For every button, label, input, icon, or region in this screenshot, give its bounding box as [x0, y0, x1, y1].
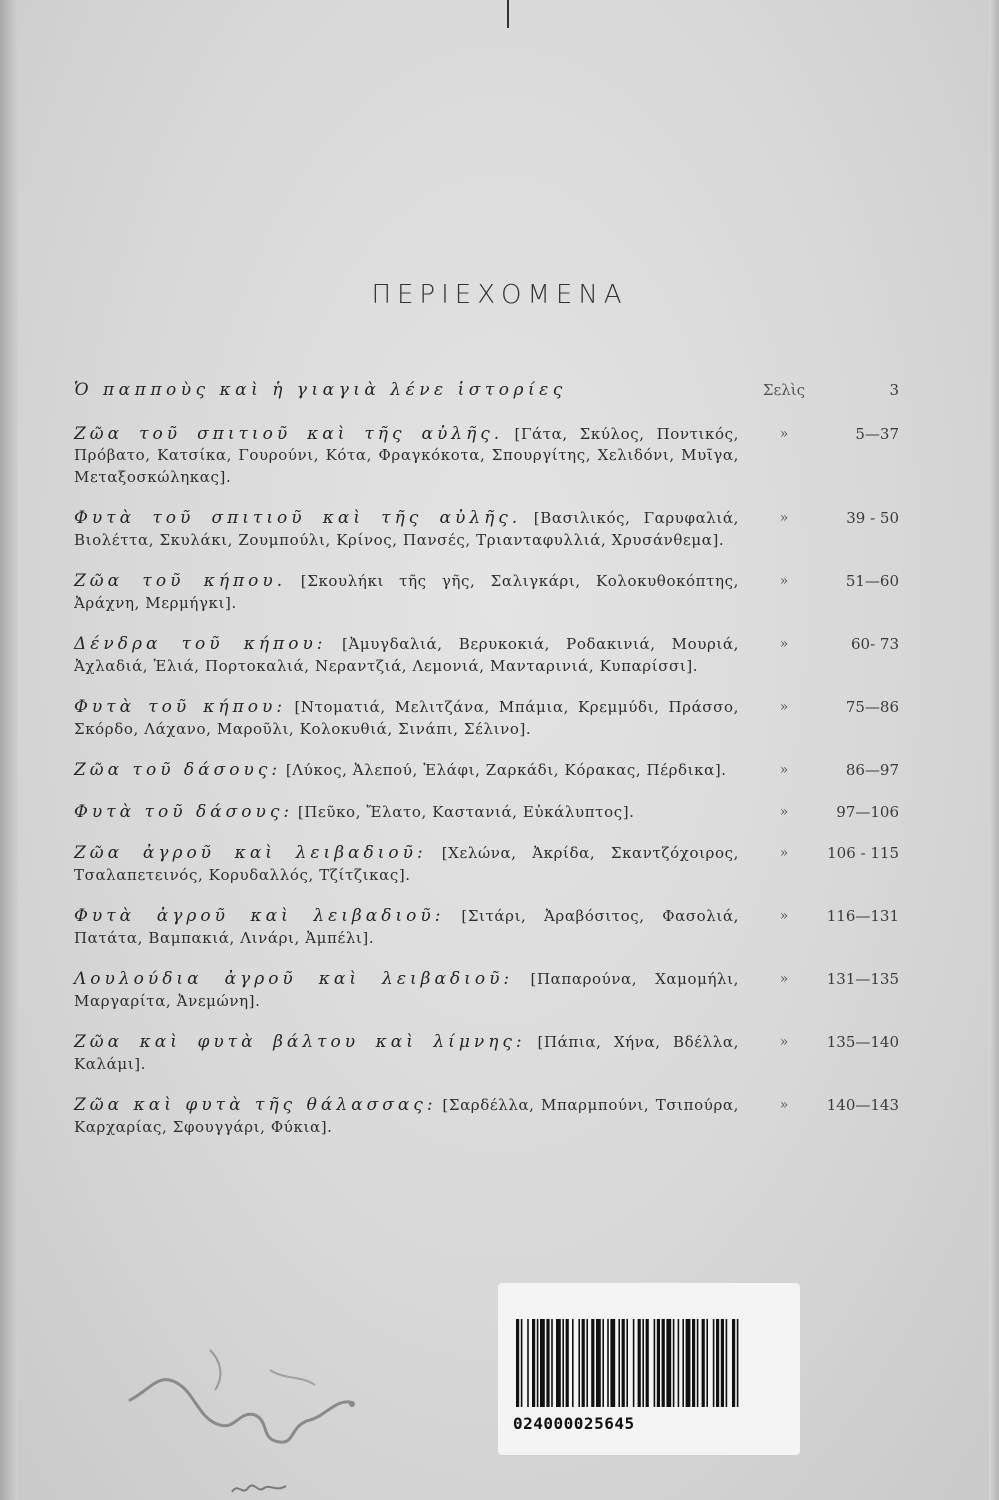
barcode-bar — [646, 1319, 649, 1407]
toc-entry-heading: Ὁ παπποὺς καὶ ἡ γιαγιὰ λένε ἱστορίες — [74, 380, 567, 400]
toc-entry-text — [74, 424, 739, 489]
toc-entry — [74, 424, 900, 489]
toc-entries — [74, 424, 900, 1139]
toc-entry — [74, 508, 900, 551]
toc-entry-text — [74, 843, 739, 886]
barcode-bar — [626, 1319, 628, 1407]
barcode-bar — [540, 1319, 545, 1407]
table-of-contents — [74, 380, 900, 1158]
toc-ditto-mark: » — [779, 699, 789, 715]
toc-entry-heading: Ζῶα τοῦ σπιτιοῦ καὶ τῆς αὐλῆς. — [74, 423, 504, 444]
toc-entry-details: [Σαρδέλλα, Μπαρμπούνι, Τσιπούρα, Καρχαρίας, Σφουγγάρι, Φύκια]. — [74, 1096, 739, 1136]
toc-entry-text — [74, 802, 739, 824]
toc-page-range: 5—37 — [855, 424, 899, 443]
toc-entry-heading: Φυτὰ τοῦ δάσους: — [74, 801, 294, 822]
toc-page-range: 106 - 115 — [827, 844, 899, 862]
barcode-bar — [618, 1319, 620, 1407]
barcode-bar — [682, 1319, 684, 1407]
barcode-bar — [726, 1319, 728, 1407]
toc-entry-heading: Ζῶα τοῦ δάσους: — [74, 760, 282, 780]
toc-ditto-mark: » — [779, 845, 789, 861]
toc-page-range: 135—140 — [826, 1033, 899, 1051]
barcode-bar — [713, 1319, 715, 1407]
toc-page-range: 140—143 — [826, 1096, 899, 1114]
barcode-bar — [556, 1319, 561, 1407]
toc-page-range: 86—97 — [845, 761, 899, 779]
barcode-bar — [692, 1319, 695, 1407]
toc-entry-details: [Πεῦκο, Ἔλατο, Καστανιά, Εὐκάλυπτος]. — [297, 802, 635, 821]
barcode-bar — [638, 1319, 641, 1407]
toc-ditto-mark: » — [779, 1034, 789, 1050]
toc-page-range: 75—86 — [845, 698, 899, 716]
barcode-bar — [673, 1319, 675, 1407]
toc-ditto-mark: » — [779, 762, 789, 778]
barcode-bar — [516, 1319, 519, 1407]
toc-entry-details: [Ἀμυγδαλιά, Βερυκοκιά, Ροδακινιά, Μουριά, Ἀχλαδιά, Ἐλιά, Πορτοκαλιά, Νεραντζιά, Λεμονιά, Μανταρινιά, Κυπαρίσσι]. — [74, 635, 739, 675]
page-notch-mark — [503, 0, 513, 30]
barcode-bar — [642, 1319, 644, 1407]
toc-entry — [74, 634, 900, 677]
toc-entry — [74, 1095, 900, 1138]
barcode-bar — [532, 1319, 535, 1407]
toc-page-range: 3 — [889, 381, 899, 399]
toc-entry-text — [74, 380, 739, 402]
barcode-bar — [578, 1319, 580, 1407]
barcode-bar — [706, 1319, 708, 1407]
barcode-bar — [657, 1319, 660, 1407]
barcode-bar — [610, 1319, 615, 1407]
toc-entry — [74, 697, 900, 740]
toc-entry-details: [Σκουλήκι τῆς γῆς, Σαλιγκάρι, Κολοκυθοκόπτης, Ἀράχνη, Μερμήγκι]. — [74, 572, 739, 612]
toc-ditto-mark: » — [779, 425, 789, 442]
toc-entry-details: [Γάτα, Σκύλος, Ποντικός, Πρόβατο, Κατσίκα, Γουρούνι, Κότα, Φραγκόκοτα, Σπουργίτης, Χελιδόνι, Μυῖγα, Μεταξοσκώληκας]. — [74, 424, 739, 486]
barcode-bars — [498, 1283, 800, 1413]
toc-entry-details: [Ντοματιά, Μελιτζάνα, Μπάμια, Κρεμμύδι, Πράσσο, Σκόρδο, Λάχανο, Μαροῦλι, Κολοκυθιά, Σινάπι, Σέλινο]. — [74, 698, 739, 738]
barcode-bar — [737, 1319, 739, 1407]
toc-entry-heading: Ζῶα τοῦ κήπου. — [74, 571, 287, 591]
barcode-bar — [586, 1319, 588, 1407]
toc-entry — [74, 802, 900, 824]
toc-entry-details: [Λύκος, Ἀλεπού, Ἐλάφι, Ζαρκάδι, Κόρακας, Πέρδικα]. — [285, 761, 727, 779]
toc-entry — [74, 969, 900, 1012]
toc-page-range: 116—131 — [826, 907, 899, 925]
barcode-bar — [678, 1319, 680, 1407]
barcode-bar — [716, 1319, 719, 1407]
toc-entry-heading: Φυτὰ τοῦ σπιτιοῦ καὶ τῆς αὐλῆς. — [74, 508, 522, 528]
toc-entry-details: [Πάπια, Χήνα, Βδέλλα, Καλάμι]. — [74, 1033, 739, 1073]
toc-entry-text — [74, 969, 739, 1012]
toc-entry-heading: Ζῶα ἀγροῦ καὶ λειβαδιοῦ: — [74, 843, 427, 863]
barcode-bar — [566, 1319, 569, 1407]
toc-page-range: 51—60 — [845, 572, 899, 590]
barcode-bar — [607, 1319, 609, 1407]
toc-ditto-mark: » — [779, 1097, 789, 1113]
toc-entry-heading: Ζῶα καὶ φυτὰ τῆς θάλασσας: — [74, 1095, 437, 1115]
barcode-bar — [537, 1319, 539, 1407]
barcode-bar — [702, 1319, 705, 1407]
ink-mark — [230, 1478, 290, 1498]
toc-entry-heading: Φυτὰ τοῦ κήπου: — [74, 697, 287, 717]
toc-entry-text — [74, 906, 739, 949]
toc-entry-text — [74, 1095, 739, 1138]
toc-page-label: Σελὶς — [762, 381, 806, 399]
toc-ditto-mark: » — [779, 971, 789, 987]
barcode-bar — [654, 1319, 656, 1407]
toc-entry-text — [74, 634, 739, 677]
barcode-bar — [591, 1319, 594, 1407]
barcode-bar — [662, 1319, 665, 1407]
barcode-bar — [596, 1319, 601, 1407]
toc-entry-text — [74, 697, 739, 740]
barcode-bar — [622, 1319, 625, 1407]
toc-entry-text — [74, 571, 739, 614]
toc-ditto-mark: » — [779, 908, 789, 924]
barcode-bar — [721, 1319, 724, 1407]
barcode-bar — [546, 1319, 549, 1407]
barcode-bar — [686, 1319, 691, 1407]
barcode-bar — [666, 1319, 671, 1407]
toc-entry — [74, 843, 900, 886]
barcode-bar — [527, 1319, 529, 1407]
toc-entry-heading: Φυτὰ ἀγροῦ καὶ λειβαδιοῦ: — [74, 906, 445, 926]
toc-entry-details: [Παπαρούνα, Χαμομήλι, Μαργαρίτα, Ἀνεμώνη]. — [74, 970, 739, 1010]
ink-stain — [120, 1330, 480, 1460]
toc-page-range: 39 - 50 — [846, 509, 899, 527]
toc-page-range: 60- 73 — [850, 635, 899, 653]
toc-ditto-mark: » — [779, 803, 789, 820]
toc-entry-details: [Σιτάρι, Ἀραβόσιτος, Φασολιά, Πατάτα, Βαμπακιά, Λινάρι, Ἀμπέλι]. — [74, 907, 739, 947]
toc-page-range: 131—135 — [826, 970, 899, 988]
toc-entry-heading: Ζῶα καὶ φυτὰ βάλτου καὶ λίμνης: — [74, 1032, 526, 1052]
barcode-bar — [732, 1319, 735, 1407]
barcode-bar — [551, 1319, 553, 1407]
barcode-bar — [582, 1319, 585, 1407]
toc-page-range: 97—106 — [836, 802, 899, 821]
toc-entry — [74, 1032, 900, 1075]
toc-entry-text — [74, 1032, 739, 1075]
barcode-bar — [572, 1319, 574, 1407]
barcode-bar — [521, 1319, 523, 1407]
toc-entry — [74, 760, 900, 782]
toc-entry — [74, 906, 900, 949]
toc-entry — [74, 571, 900, 614]
barcode-bar — [602, 1319, 604, 1407]
barcode-number: 024000025645 — [513, 1414, 635, 1433]
toc-ditto-mark: » — [779, 573, 789, 589]
toc-ditto-mark: » — [779, 636, 789, 652]
toc-entry-text — [74, 508, 739, 551]
toc-ditto-mark: » — [779, 510, 789, 526]
barcode-bar — [562, 1319, 564, 1407]
toc-entry-intro — [74, 380, 900, 402]
page-title: ΠΕΡΙΕΧΟΜΕΝΑ — [371, 280, 628, 310]
barcode-bar — [633, 1319, 635, 1407]
toc-entry-details: [Βασιλικός, Γαρυφαλιά, Βιολέττα, Σκυλάκι, Ζουμπούλι, Κρίνος, Πανσές, Τριανταφυλλιά, Χρυσάνθεμα]. — [74, 509, 739, 549]
toc-entry-text — [74, 760, 739, 782]
toc-entry-details: [Χελώνα, Ἀκρίδα, Σκαντζόχοιρος, Τσαλαπετεινός, Κορυδαλλός, Τζίτζικας]. — [74, 844, 739, 884]
barcode-bar — [697, 1319, 699, 1407]
toc-entry-heading: Δένδρα τοῦ κήπου: — [74, 634, 327, 654]
toc-entry-heading: Λουλούδια ἀγροῦ καὶ λειβαδιοῦ: — [74, 969, 514, 989]
